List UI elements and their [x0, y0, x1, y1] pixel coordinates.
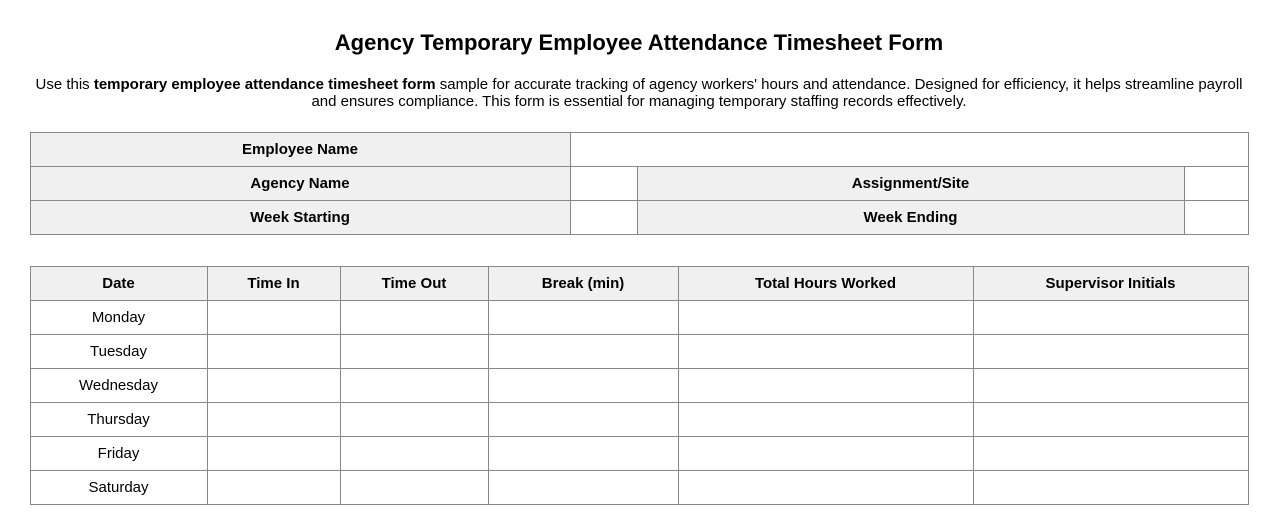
column-header-time-in: Time In — [207, 267, 340, 301]
employee-info-table — [30, 132, 1249, 235]
timesheet-table — [30, 266, 1249, 505]
table-row-tuesday — [30, 335, 1248, 369]
description-bold-phrase: temporary employee attendance timesheet form — [93, 76, 436, 93]
total-hours-worked-cell — [678, 369, 973, 403]
table-row-monday — [30, 301, 1248, 335]
total-hours-worked-cell — [678, 335, 973, 369]
assignment-site-value-cell — [1184, 167, 1248, 201]
time-in-cell — [207, 335, 340, 369]
table-row-saturday — [30, 471, 1248, 505]
supervisor-initials-cell — [973, 471, 1248, 505]
break-min-cell — [488, 437, 678, 471]
column-header-break-min: Break (min) — [488, 267, 678, 301]
column-header-date: Date — [30, 267, 207, 301]
agency-name-label: Agency Name — [30, 167, 570, 201]
total-hours-worked-cell — [678, 471, 973, 505]
date-cell: Friday — [30, 437, 207, 471]
date-cell: Saturday — [30, 471, 207, 505]
time-in-cell — [207, 471, 340, 505]
supervisor-initials-cell — [973, 301, 1248, 335]
time-in-cell — [207, 369, 340, 403]
total-hours-worked-cell — [678, 403, 973, 437]
break-min-cell — [488, 369, 678, 403]
date-cell: Wednesday — [30, 369, 207, 403]
supervisor-initials-cell — [973, 369, 1248, 403]
week-ending-label: Week Ending — [637, 201, 1184, 235]
time-in-cell — [207, 437, 340, 471]
table-row-friday — [30, 437, 1248, 471]
total-hours-worked-cell — [678, 437, 973, 471]
assignment-site-label: Assignment/Site — [637, 167, 1184, 201]
table-row — [30, 167, 1248, 201]
date-cell: Monday — [30, 301, 207, 335]
break-min-cell — [488, 403, 678, 437]
break-min-cell — [488, 335, 678, 369]
employee-name-value-cell — [570, 133, 1248, 167]
column-header-supervisor-initials: Supervisor Initials — [973, 267, 1248, 301]
date-cell: Tuesday — [30, 335, 207, 369]
description-suffix: sample for accurate tracking of agency workers' hours and attendance. Designed for efficiency, it helps streamline payroll and ensures compliance. This form is essential for managing temporary staffing records effectively. — [311, 76, 1243, 110]
supervisor-initials-cell — [973, 335, 1248, 369]
supervisor-initials-cell — [973, 437, 1248, 471]
column-header-total-hours-worked: Total Hours Worked — [678, 267, 973, 301]
time-in-cell — [207, 301, 340, 335]
time-out-cell — [340, 301, 488, 335]
date-cell: Thursday — [30, 403, 207, 437]
timesheet-header-row — [30, 267, 1248, 301]
table-row — [30, 133, 1248, 167]
table-row-wednesday — [30, 369, 1248, 403]
week-ending-value-cell — [1184, 201, 1248, 235]
column-header-time-out: Time Out — [340, 267, 488, 301]
table-row-thursday — [30, 403, 1248, 437]
time-out-cell — [340, 369, 488, 403]
page-title: Agency Temporary Employee Attendance Timesheet Form — [334, 30, 944, 55]
employee-name-label: Employee Name — [30, 133, 570, 167]
week-starting-value-cell — [570, 201, 637, 235]
agency-name-value-cell — [570, 167, 637, 201]
description-prefix: Use this — [35, 76, 94, 93]
break-min-cell — [488, 301, 678, 335]
time-in-cell — [207, 403, 340, 437]
supervisor-initials-cell — [973, 403, 1248, 437]
time-out-cell — [340, 437, 488, 471]
time-out-cell — [340, 471, 488, 505]
week-starting-label: Week Starting — [30, 201, 570, 235]
time-out-cell — [340, 335, 488, 369]
table-row — [30, 201, 1248, 235]
page-description — [30, 76, 1248, 110]
time-out-cell — [340, 403, 488, 437]
total-hours-worked-cell — [678, 301, 973, 335]
break-min-cell — [488, 471, 678, 505]
